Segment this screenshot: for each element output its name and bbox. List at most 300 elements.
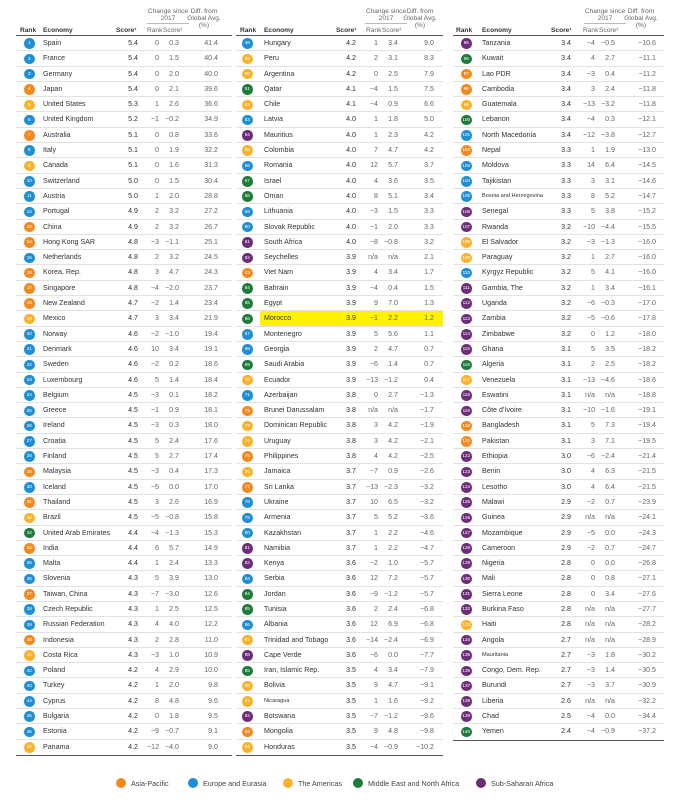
- diff-global-value: −5.7: [419, 589, 434, 598]
- rank-change-value: 1: [591, 253, 595, 262]
- economy-name: Namibia: [264, 543, 291, 552]
- economy-name: Bahrain: [264, 283, 289, 292]
- rank-change-value: 5: [591, 344, 595, 353]
- table-row: [453, 36, 664, 51]
- diff-global-value: −12.1: [638, 115, 656, 124]
- economy-name: Colombia: [264, 146, 294, 155]
- score-value: 4.2: [128, 727, 138, 736]
- rank-badge: 24: [24, 390, 35, 401]
- score-change-value: −0.9: [383, 742, 398, 751]
- rank-change-value: 0: [155, 176, 159, 185]
- score-change-value: 2.8: [169, 635, 179, 644]
- rank-change-value: −13: [583, 100, 596, 109]
- score-change-value: 1.9: [605, 146, 615, 155]
- economy-name: Malta: [43, 559, 61, 568]
- table-row: [16, 357, 232, 372]
- diff-global-value: −10.6: [638, 39, 656, 47]
- table-row: [453, 373, 664, 388]
- score-value: 3.5: [346, 712, 356, 721]
- rank-badge: 138: [461, 696, 472, 707]
- score-change-value: 3.4: [388, 268, 398, 277]
- table-row: [16, 143, 232, 158]
- score-value: 2.5: [561, 712, 571, 721]
- diff-global-value: −24.1: [638, 513, 656, 522]
- rank-change-value: −13: [366, 375, 379, 384]
- score-value: 4.5: [128, 513, 138, 522]
- rank-change-value: −4: [586, 727, 595, 736]
- diff-global-value: −9.8: [419, 727, 434, 736]
- economy-name: Singapore: [43, 283, 76, 292]
- diff-global-value: 15.8: [204, 513, 218, 522]
- economy-name: Benin: [482, 467, 501, 476]
- economy-name: Korea, Rep.: [43, 268, 81, 277]
- rank-badge: 110: [461, 268, 472, 279]
- rank-badge: 38: [24, 604, 35, 615]
- rank-badge: 39: [24, 620, 35, 631]
- table-row: [236, 678, 443, 693]
- score-change-value: 3.8: [605, 207, 615, 216]
- score-value: 3.9: [346, 360, 356, 369]
- table-row: [16, 495, 232, 510]
- score-value: 4.1: [346, 100, 356, 109]
- economy-name: Estonia: [43, 727, 67, 736]
- score-change-value: 2.4: [169, 559, 179, 568]
- rank-badge: 62: [242, 253, 253, 264]
- score-change-value: 0.0: [169, 482, 179, 491]
- rank-badge: 99: [461, 100, 472, 111]
- rank-change-value: 1: [155, 100, 159, 109]
- economy-name: Finland: [43, 452, 67, 461]
- score-value: 2.9: [561, 513, 571, 522]
- table-row: [236, 587, 443, 602]
- score-change-value: n/a: [605, 696, 615, 705]
- diff-global-value: 12.5: [204, 604, 218, 613]
- economy-name: Ukraine: [264, 497, 289, 506]
- diff-global-value: 18.1: [204, 406, 218, 415]
- rank-badge: 59: [242, 207, 253, 218]
- table-row: [236, 633, 443, 648]
- column-header: [453, 8, 664, 35]
- legend-swatch-icon: [353, 778, 363, 788]
- table-row: [16, 541, 232, 556]
- economy-name: North Macedonia: [482, 130, 537, 139]
- economy-name: Montenegro: [264, 329, 302, 338]
- rank-change-value: 5: [374, 329, 378, 338]
- score-value: 3.3: [561, 191, 571, 200]
- rank-badge: 2: [24, 54, 35, 65]
- rank-badge: 127: [461, 528, 472, 539]
- table-row: [236, 357, 443, 372]
- rank-change-value: n/a: [585, 696, 595, 705]
- score-header: Score¹: [116, 27, 137, 34]
- table-row: [453, 128, 664, 143]
- score-change-value: −0.9: [600, 727, 615, 736]
- diff-global-value: −4.7: [419, 543, 434, 552]
- score-change-value: 0.0: [605, 528, 615, 537]
- score-change-value: 2.6: [169, 100, 179, 109]
- table-row: [453, 602, 664, 617]
- rank-change-value: 2: [155, 635, 159, 644]
- score-value: 4.3: [128, 589, 138, 598]
- score-change-value: −3.2: [600, 100, 615, 109]
- table-row: [236, 373, 443, 388]
- economy-name: Sierra Leone: [482, 589, 523, 598]
- economy-name: Guinea: [482, 513, 505, 522]
- diff-global-value: −9.1: [419, 681, 434, 690]
- score-value: 5.4: [128, 69, 138, 78]
- table-row: [236, 480, 443, 495]
- score-change-value: −0.7: [164, 727, 179, 736]
- economy-name: Poland: [43, 666, 66, 675]
- economy-name: Egypt: [264, 299, 283, 308]
- table-row: [16, 342, 232, 357]
- diff-global-value: 9.1: [208, 727, 218, 736]
- rank-badge: 96: [461, 54, 472, 65]
- economy-name: Jordan: [264, 589, 286, 598]
- diff-global-value: 3.5: [424, 176, 434, 185]
- rank-change-value: −2: [150, 299, 159, 308]
- score-value: 4.5: [128, 406, 138, 415]
- score-value: 2.8: [561, 574, 571, 583]
- table-row: [236, 571, 443, 586]
- score-change-value: 1.5: [169, 176, 179, 185]
- rank-badge: 87: [242, 635, 253, 646]
- rank-change-value: 5: [374, 513, 378, 522]
- table-row: [453, 556, 664, 571]
- score-change-value: 0.7: [605, 497, 615, 506]
- diff-global-value: 7.9: [424, 69, 434, 78]
- economy-header: Economy: [43, 27, 73, 34]
- rank-badge: 84: [242, 589, 253, 600]
- rank-change-value: 12: [370, 161, 378, 170]
- economy-name: Nigeria: [482, 559, 505, 568]
- diff-global-value: −5.7: [419, 574, 434, 583]
- table-row: [236, 220, 443, 235]
- score-value: 2.7: [561, 650, 571, 659]
- score-value: 3.5: [346, 681, 356, 690]
- table-row: [16, 617, 232, 632]
- score-value: 4.3: [128, 635, 138, 644]
- economy-name: Italy: [43, 146, 57, 155]
- rank-change-value: −4: [586, 39, 595, 47]
- score-value: 5.0: [128, 191, 138, 200]
- score-change-value: 1.5: [388, 84, 398, 93]
- rank-badge: 11: [24, 191, 35, 202]
- economy-name: Germany: [43, 69, 73, 78]
- rank-change-value: −4: [586, 115, 595, 124]
- diff-global-value: 41.4: [204, 39, 218, 47]
- economy-name: Uganda: [482, 299, 507, 308]
- economy-name: Greece: [43, 406, 67, 415]
- change-rank-header: Rank: [147, 27, 163, 34]
- diff-global-value: 23.4: [204, 299, 218, 308]
- score-change-value: 3.4: [388, 39, 398, 47]
- economy-name: Burkina Faso: [482, 604, 524, 613]
- diff-global-value: 17.0: [204, 482, 218, 491]
- diff-global-value: −18.6: [638, 375, 656, 384]
- rank-badge: 45: [24, 711, 35, 722]
- rank-change-value: −3: [150, 421, 159, 430]
- table-row: [453, 587, 664, 602]
- economy-name: Algeria: [482, 360, 505, 369]
- rank-badge: 5: [24, 100, 35, 111]
- economy-name: Paraguay: [482, 253, 513, 262]
- score-change-value: −1.3: [600, 237, 615, 246]
- score-value: 5.0: [128, 176, 138, 185]
- table-row: [16, 480, 232, 495]
- economy-name: Taiwan, China: [43, 589, 88, 598]
- score-change-value: 7.0: [388, 299, 398, 308]
- score-change-value: 0.9: [169, 406, 179, 415]
- score-change-value: n/a: [605, 604, 615, 613]
- change-since-header: Change since 2017: [584, 8, 626, 22]
- score-value: 4.7: [128, 314, 138, 323]
- diff-global-value: −2.5: [419, 452, 434, 461]
- diff-global-value: −28.9: [638, 635, 656, 644]
- economy-name: Cameroon: [482, 543, 516, 552]
- table-row: [453, 112, 664, 127]
- rank-change-value: 10: [370, 497, 378, 506]
- score-change-value: 4.2: [388, 436, 398, 445]
- score-change-value: 0.2: [169, 360, 179, 369]
- score-value: 3.2: [561, 314, 571, 323]
- rank-badge: 94: [242, 742, 253, 753]
- score-change-value: 0.9: [388, 467, 398, 476]
- diff-global-value: −9.2: [419, 696, 434, 705]
- score-value: 4.5: [128, 421, 138, 430]
- table-row: [453, 464, 664, 479]
- rank-change-value: 2: [155, 253, 159, 262]
- economy-name: Turkey: [43, 681, 65, 690]
- legend-item: [353, 778, 459, 789]
- rank-badge: 114: [461, 329, 472, 340]
- diff-global-value: −14.5: [638, 161, 656, 170]
- score-value: 4.0: [346, 161, 356, 170]
- rank-change-value: 0: [374, 69, 378, 78]
- rank-change-value: 9: [374, 727, 378, 736]
- rank-change-value: −4: [586, 712, 595, 721]
- score-change-value: 1.4: [169, 375, 179, 384]
- score-change-value: −1.6: [600, 406, 615, 415]
- rank-change-value: 1: [591, 146, 595, 155]
- rank-change-value: −3: [586, 237, 595, 246]
- rank-badge: 30: [24, 482, 35, 493]
- economy-name: Lithuania: [264, 207, 293, 216]
- table-row: [236, 342, 443, 357]
- score-value: 3.7: [346, 497, 356, 506]
- change-rank-header: Rank: [366, 27, 382, 34]
- rank-badge: 50: [242, 69, 253, 80]
- rank-badge: 16: [24, 268, 35, 279]
- rank-change-value: −8: [369, 237, 378, 246]
- diff-global-value: 13.0: [204, 574, 218, 583]
- rank-badge: 109: [461, 253, 472, 264]
- score-change-value: 3.2: [169, 253, 179, 262]
- rank-badge: 108: [461, 237, 472, 248]
- rank-badge: 17: [24, 283, 35, 294]
- rank-change-value: 1: [155, 191, 159, 200]
- table-row: [453, 724, 664, 739]
- diff-global-value: 4.2: [424, 146, 434, 155]
- rank-badge: 81: [242, 543, 253, 554]
- rank-badge: 66: [242, 314, 253, 325]
- score-change-value: −2.4: [383, 635, 398, 644]
- rank-badge: 46: [24, 727, 35, 738]
- table-row: [453, 158, 664, 173]
- score-value: 4.6: [128, 360, 138, 369]
- diff-global-value: −18.2: [638, 344, 656, 353]
- table-row: [236, 204, 443, 219]
- economy-name: Portugal: [43, 207, 70, 216]
- score-value: 2.4: [561, 727, 571, 736]
- score-value: 2.8: [561, 620, 571, 629]
- economy-name: Costa Rica: [43, 650, 78, 659]
- score-value: 3.9: [346, 253, 356, 262]
- table-row: [453, 526, 664, 541]
- table-row: [16, 189, 232, 204]
- table-row: [16, 464, 232, 479]
- rank-badge: 73: [242, 421, 253, 432]
- table-row: [236, 281, 443, 296]
- rank-badge: 67: [242, 329, 253, 340]
- economy-name: Pakistan: [482, 436, 510, 445]
- rank-change-value: −13: [366, 482, 379, 491]
- score-change-value: 1.6: [169, 161, 179, 170]
- score-value: 3.2: [561, 283, 571, 292]
- rank-change-value: −5: [586, 528, 595, 537]
- table-row: [16, 327, 232, 342]
- score-value: 3.9: [346, 268, 356, 277]
- table-row: [236, 694, 443, 709]
- score-change-value: 5.7: [388, 161, 398, 170]
- diff-global-value: 31.3: [204, 161, 218, 170]
- score-change-value: −0.8: [383, 237, 398, 246]
- rank-badge: 86: [242, 620, 253, 631]
- rank-badge: 129: [461, 558, 472, 569]
- economy-name: Kazakhstan: [264, 528, 302, 537]
- score-change-value: 4.1: [605, 268, 615, 277]
- table-row: [453, 449, 664, 464]
- diff-global-value: −1.9: [419, 421, 434, 430]
- diff-global-value: −30.2: [638, 650, 656, 659]
- score-change-value: 2.3: [388, 130, 398, 139]
- rank-badge: 68: [242, 344, 253, 355]
- table-row: [236, 189, 443, 204]
- score-change-value: n/a: [605, 635, 615, 644]
- score-value: 4.0: [346, 146, 356, 155]
- economy-name: Qatar: [264, 84, 282, 93]
- diff-global-value: 12.2: [204, 620, 218, 629]
- rank-change-value: −3: [586, 650, 595, 659]
- economy-name: Malaysia: [43, 467, 71, 476]
- table-row: [453, 296, 664, 311]
- table-row: [16, 128, 232, 143]
- table-row: [16, 724, 232, 739]
- score-value: 3.6: [346, 604, 356, 613]
- score-value: 3.7: [346, 513, 356, 522]
- diff-global-value: −7.9: [419, 666, 434, 675]
- table-row: [236, 97, 443, 112]
- economy-name: Liberia: [482, 696, 504, 705]
- table-row: [453, 67, 664, 82]
- rank-badge: 74: [242, 436, 253, 447]
- rank-change-value: n/a: [585, 390, 595, 399]
- rank-change-value: 0: [591, 589, 595, 598]
- diff-global-value: −15.5: [638, 222, 656, 231]
- legend-swatch-icon: [476, 778, 486, 788]
- table-row: [453, 663, 664, 678]
- score-value: 2.7: [561, 635, 571, 644]
- score-value: 3.9: [346, 329, 356, 338]
- rank-change-value: −2: [369, 559, 378, 568]
- rank-change-value: 4: [591, 482, 595, 491]
- diff-global-value: 11.0: [204, 635, 218, 644]
- economy-name: Canada: [43, 161, 68, 170]
- score-value: 3.6: [346, 635, 356, 644]
- score-value: 2.8: [561, 589, 571, 598]
- rank-badge: 64: [242, 283, 253, 294]
- table-row: [236, 526, 443, 541]
- table-row: [16, 311, 232, 326]
- rank-change-value: 0: [374, 390, 378, 399]
- rank-change-value: −12: [147, 742, 160, 751]
- economy-name: Peru: [264, 54, 279, 63]
- rank-badge: 33: [24, 528, 35, 539]
- diff-global-value: 15.3: [204, 528, 218, 537]
- score-value: 3.6: [346, 620, 356, 629]
- rank-change-value: 0: [155, 146, 159, 155]
- table-row: [236, 495, 443, 510]
- table-row: [453, 220, 664, 235]
- economy-name: Ghana: [482, 344, 504, 353]
- legend-label: Europe and Eurasia: [203, 779, 267, 788]
- diff-global-value: 18.6: [204, 360, 218, 369]
- table-row: [453, 174, 664, 189]
- score-value: 3.9: [346, 344, 356, 353]
- table-row: [16, 678, 232, 693]
- score-change-value: 4.2: [388, 421, 398, 430]
- table-row: [236, 296, 443, 311]
- score-value: 3.9: [346, 283, 356, 292]
- rank-badge: 79: [242, 513, 253, 524]
- region-legend: [0, 776, 679, 792]
- table-row: [236, 617, 443, 632]
- diff-global-value: 9.8: [208, 681, 218, 690]
- ranking-column-2: [236, 8, 443, 756]
- score-change-value: 2.7: [388, 390, 398, 399]
- table-row: [16, 740, 232, 755]
- economy-name: Norway: [43, 329, 68, 338]
- diff-global-value: 0.4: [424, 375, 434, 384]
- table-row: [453, 250, 664, 265]
- rank-badge: 124: [461, 482, 472, 493]
- rank-badge: 118: [461, 390, 472, 401]
- score-change-value: n/a: [388, 253, 398, 262]
- ranking-column-3: [453, 8, 664, 741]
- table-row: [16, 373, 232, 388]
- score-change-value: 2.5: [388, 69, 398, 78]
- economy-header: Economy: [482, 27, 512, 34]
- diff-global-value: 1.1: [424, 329, 434, 338]
- economy-name: Nicaragua: [264, 697, 290, 704]
- diff-global-value: 39.6: [204, 84, 218, 93]
- score-change-value: 0.1: [169, 390, 179, 399]
- rank-badge: 70: [242, 375, 253, 386]
- rank-change-value: −7: [369, 467, 378, 476]
- economy-name: Congo, Dem. Rep.: [482, 666, 541, 675]
- score-change-value: −0.5: [600, 39, 615, 47]
- diff-global-value: 3.4: [424, 191, 434, 200]
